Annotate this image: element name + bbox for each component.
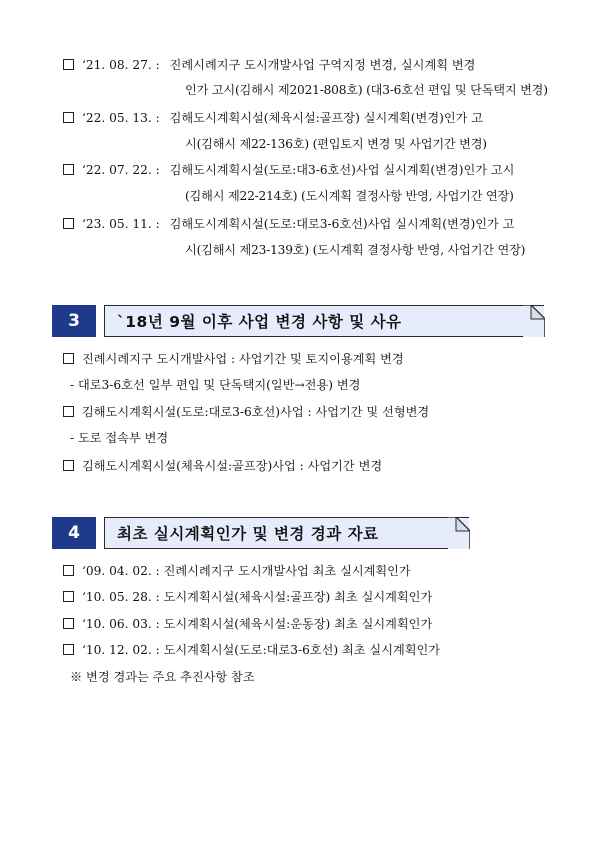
checkbox-icon [63,460,74,471]
checkbox-icon [63,565,74,576]
checkbox-icon [63,164,74,175]
history-entry [63,110,483,126]
history-text-continued: (김해시 제22-214호) (도시계획 결정사항 반영, 사업기간 연장) [185,189,514,203]
section-title [104,517,469,549]
history-entry [63,57,475,73]
history-date: ‘22. 05. 13. : [82,111,160,125]
history-date: ‘21. 08. 27. : [82,58,160,72]
history-text: 김해도시계획시설(도로:대3-6호선)사업 실시계획(변경)인가 고시 [169,163,515,177]
folded-corner-icon [448,517,470,549]
list-item-text: 김해도시계획시설(체육시설:골프장)사업 : 사업기간 변경 [82,459,383,473]
list-item [63,616,432,632]
history-text: 김해도시계획시설(체육시설:골프장) 실시계획(변경)인가 고 [169,111,484,125]
list-item-text: ‘10. 12. 02. : 도시계획시설(도로:대로3-6호선) 최초 실시계획인가 [82,643,441,657]
history-text-continued: 시(김해시 제23-139호) (도시계획 결정사항 반영, 사업기간 연장) [185,243,526,257]
list-item [63,642,440,658]
list-item [63,351,404,367]
checkbox-icon [63,618,74,629]
list-item-text: ‘09. 04. 02. : 진례시례지구 도시개발사업 최초 실시계획인가 [82,564,411,578]
folded-corner-icon [523,305,545,337]
list-item-text: ‘10. 05. 28. : 도시계획시설(체육시설:골프장) 최초 실시계획인가 [82,590,433,604]
checkbox-icon [63,112,74,123]
note: ※ 변경 경과는 주요 추진사항 참조 [70,670,255,684]
history-text-continued: 시(김해시 제22-136호) (편입토지 변경 및 사업기간 변경) [185,137,487,151]
list-item-text: 진례시례지구 도시개발사업 : 사업기간 및 토지이용계획 변경 [82,352,404,366]
section-number: 3 [52,305,96,337]
checkbox-icon [63,353,74,364]
list-item [63,404,429,420]
history-text: 김해도시계획시설(도로:대로3-6호선)사업 실시계획(변경)인가 고 [169,217,515,231]
list-item [63,563,411,579]
history-text: 진례시례지구 도시개발사업 구역지정 변경, 실시계획 변경 [169,58,476,72]
section-number: 4 [52,517,96,549]
list-item [63,458,382,474]
sub-item: - 도로 접속부 변경 [70,431,169,445]
sub-item: - 대로3-6호선 일부 편입 및 단독택지(일반→전용) 변경 [70,378,361,392]
list-item-text: ‘10. 06. 03. : 도시계획시설(체육시설:운동장) 최초 실시계획인가 [82,617,433,631]
checkbox-icon [63,59,74,70]
history-entry [63,216,514,232]
section-title-text: 최초 실시계획인가 및 변경 경과 자료 [117,525,379,543]
history-date: ‘22. 07. 22. : [82,163,160,177]
checkbox-icon [63,644,74,655]
history-text-continued: 인가 고시(김해시 제2021-808호) (대3-6호선 편입 및 단독택지 변경) [185,83,548,97]
history-date: ‘23. 05. 11. : [82,217,160,231]
history-entry [63,162,514,178]
checkbox-icon [63,406,74,417]
section-title-text: `18년 9월 이후 사업 변경 사항 및 사유 [117,313,402,331]
list-item-text: 김해도시계획시설(도로:대로3-6호선)사업 : 사업기간 및 선형변경 [82,405,430,419]
list-item [63,589,432,605]
checkbox-icon [63,591,74,602]
checkbox-icon [63,218,74,229]
section-title [104,305,544,337]
